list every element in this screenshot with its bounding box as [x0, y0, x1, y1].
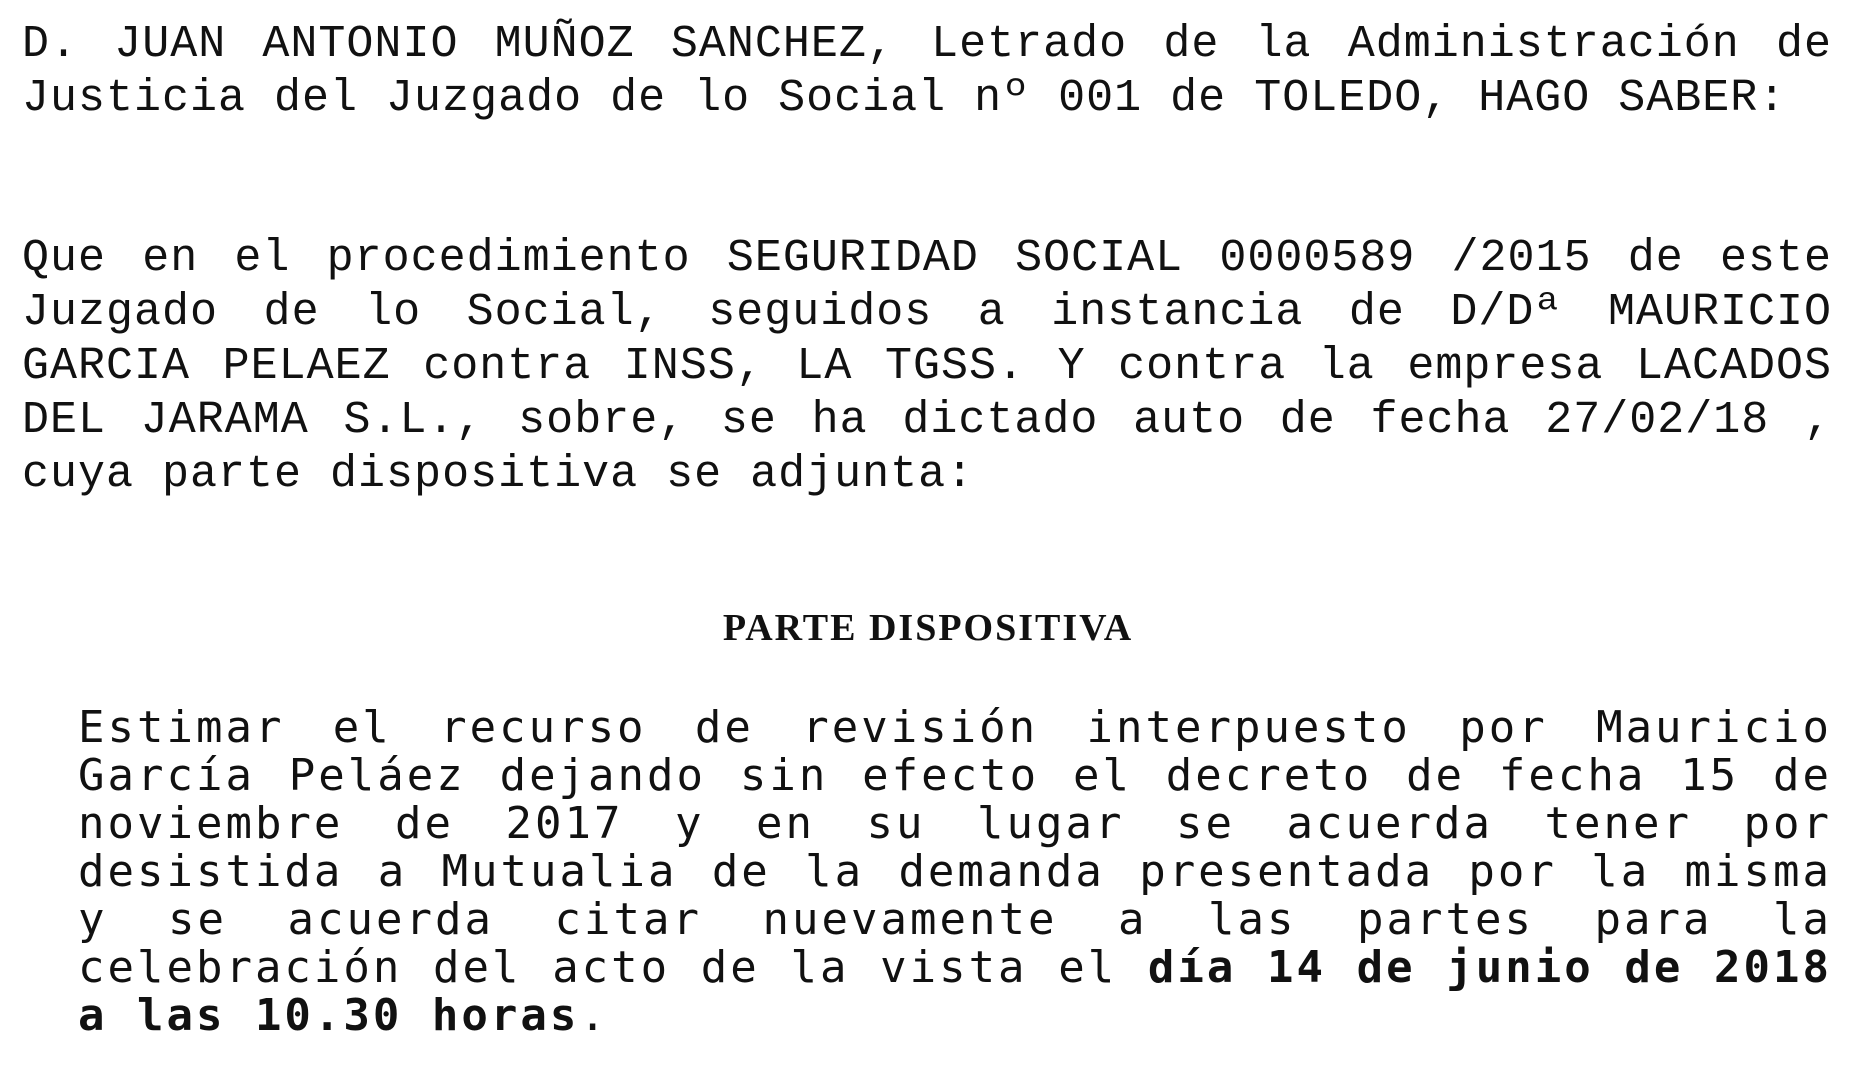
resolution-paragraph	[78, 704, 1832, 1040]
hearing-date: día 14 de junio de 2018 a las 10.30 horas	[78, 942, 1832, 1041]
resolution-text: Estimar el recurso de revisión interpuesto por Mauricio García Peláez dejando sin efecto el decreto de fecha 15 de noviembre de 2017 y en su lugar se acuerda tener por desistida a Mutualia de la demanda presentada por la misma y se acuerda citar nuevamente a las partes para la celebración del acto de la vista el	[78, 702, 1832, 993]
intro-paragraph: D. JUAN ANTONIO MUÑOZ SANCHEZ, Letrado de la Administración de Justicia del Juzgado de lo Social nº 001 de TOLEDO, HAGO SABER:	[22, 19, 1832, 124]
resolution-end: .	[579, 990, 609, 1041]
section-heading: PARTE DISPOSITIVA	[722, 607, 1134, 649]
procedure-paragraph: Que en el procedimiento SEGURIDAD SOCIAL 0000589 /2015 de este Juzgado de lo Social, seguidos a instancia de D/Dª MAURICIO GARCIA PELAEZ contra INSS, LA TGSS. Y contra la empresa LACADOS DEL JARAMA S.L., sobre, se ha dictado auto de fecha 27/02/18 , cuya parte dispositiva se adjunta:	[22, 233, 1832, 500]
